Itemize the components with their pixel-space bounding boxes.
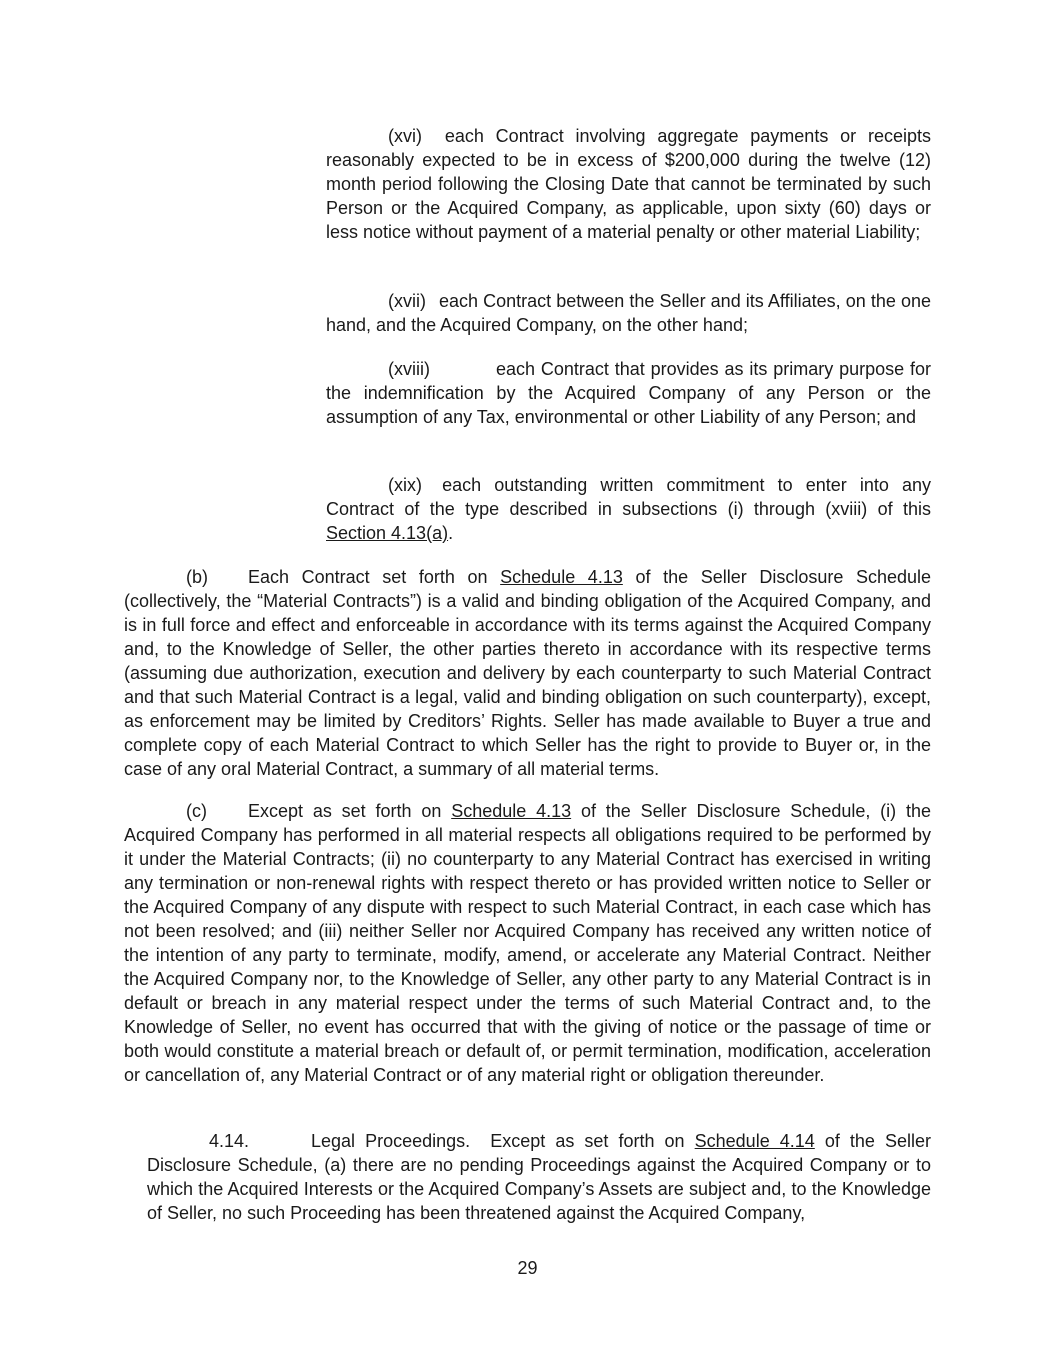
clause-xvii-text: each Contract between the Seller and its Affiliates, on the one hand, and the Acquired Company, on the other hand;	[326, 291, 931, 335]
paragraph-c-marker: (c)	[186, 801, 207, 821]
section-4-14-text: of the Seller Disclosure Schedule, (a) there are no pending Proceedings against the Acquired Company or to which the Acquired Interests or the Acquired Company’s Assets are subject and, to the Knowledge of Seller, no such Proceeding has been threatened against the Acquired Company,	[147, 1131, 932, 1223]
section-4-14-heading: Legal Proceedings.	[311, 1131, 471, 1151]
clause-xviii-marker: (xviii)	[388, 359, 430, 379]
schedule-4-13-reference-c: Schedule 4.13	[451, 801, 572, 821]
clause-xix-text: each outstanding written commitment to enter into any Contract of the type described in subsections (i) through (xviii) of this	[326, 475, 931, 519]
section-4-14	[147, 1129, 931, 1225]
paragraph-b-marker: (b)	[186, 567, 208, 587]
paragraph-c	[124, 799, 931, 1087]
paragraph-c-text: of the Seller Disclosure Schedule, (i) the Acquired Company has performed in all material respects all obligations required to be performed by it under the Material Contracts; (ii) no counterparty to any Material Contract has exercised in writing any termination or non-renewal rights with respect thereto or has provided written notice to Seller or the Acquired Company of any dispute with respect to such Material Contract, in each case which has not been resolved; and (iii) neither Seller nor Acquired Company has received any written notice of the intention of any party to terminate, modify, amend, or accelerate any Material Contract. Neither the Acquired Company nor, to the Knowledge of Seller, any other party to any Material Contract is in default or breach in any material respect under the terms of such Material Contract and, to the Knowledge of Seller, no event has occurred that with the giving of notice or the passage of time or both would constitute a material breach or default of, or permit termination, modification, acceleration or cancellation of, any Material Contract or of any material right or obligation thereunder.	[124, 801, 932, 1085]
clause-xvi	[326, 124, 931, 244]
clause-xviii	[326, 357, 931, 429]
section-4-14-lead: Except as set forth on	[490, 1131, 685, 1151]
paragraph-b	[124, 565, 931, 781]
clause-xvi-marker: (xvi)	[388, 126, 422, 146]
clause-xvii-marker: (xvii)	[388, 291, 426, 311]
clause-xix-period: .	[448, 523, 454, 543]
schedule-4-14-reference: Schedule 4.14	[694, 1131, 815, 1151]
section-4-13a-reference: Section 4.13(a)	[326, 523, 449, 543]
clause-xviii-text: each Contract that provides as its primary purpose for the indemnification by the Acquired Company of any Person or the assumption of any Tax, environmental or other Liability of any Person; and	[326, 359, 931, 427]
clause-xvi-text: each Contract involving aggregate payments or receipts reasonably expected to be in excess of $200,000 during the twelve (12) month period following the Closing Date that cannot be terminated by such Person or the Acquired Company, as applicable, upon sixty (60) days or less notice without payment of a material penalty or other material Liability;	[326, 126, 931, 242]
clause-xix-marker: (xix)	[388, 475, 422, 495]
page-number: 29	[517, 1258, 538, 1278]
section-4-14-number: 4.14.	[209, 1131, 250, 1151]
paragraph-c-lead: Except as set forth on	[248, 801, 442, 821]
clause-xvii	[326, 289, 931, 337]
schedule-4-13-reference-b: Schedule 4.13	[500, 567, 623, 587]
paragraph-b-lead: Each Contract set forth on	[248, 567, 488, 587]
clause-xix	[326, 473, 931, 545]
paragraph-b-text: of the Seller Disclosure Schedule (collectively, the “Material Contracts”) is a valid and binding obligation of the Acquired Company, and is in full force and effect and enforceable in accordance with its terms against the Acquired Company and, to the Knowledge of Seller, the other parties thereto in accordance with its respective terms (assuming due authorization, execution and delivery by each counterparty to such Material Contract and that such Material Contract is a legal, valid and binding obligation on such counterparty), except, as enforcement may be limited by Creditors’ Rights. Seller has made available to Buyer a true and complete copy of each Material Contract to which Seller has the right to provide to Buyer or, in the case of any oral Material Contract, a summary of all material terms.	[124, 567, 932, 779]
